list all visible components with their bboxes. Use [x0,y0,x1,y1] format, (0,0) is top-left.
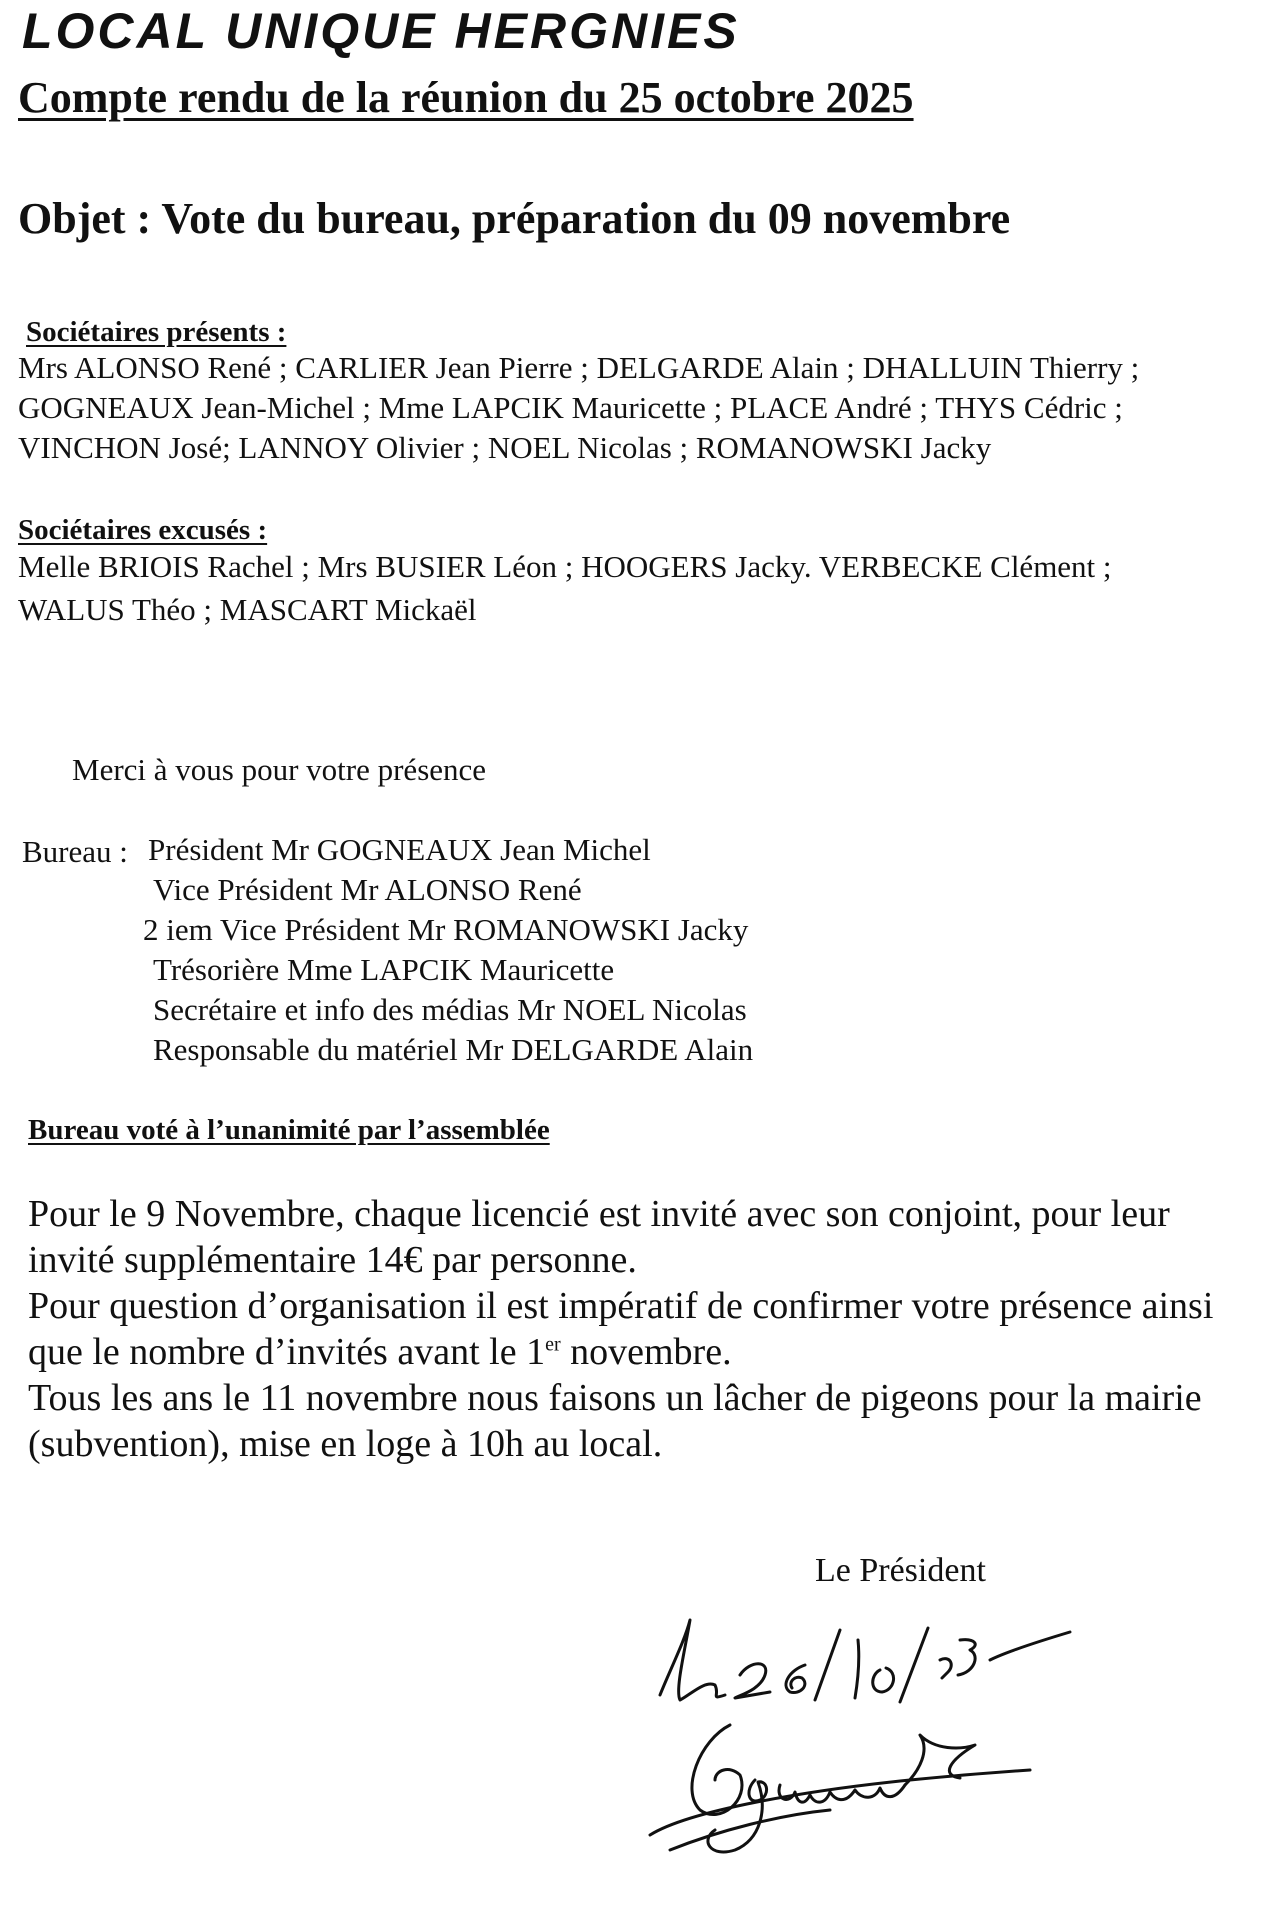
excused-heading: Sociétaires excusés : [18,514,268,546]
signature-date-stroke [873,1668,894,1692]
signature-label: Le Président [815,1552,986,1589]
ordinal-suffix: er [545,1333,561,1356]
thanks-line: Merci à vous pour votre présence [72,752,487,787]
present-line: Mrs ALONSO René ; CARLIER Jean Pierre ; DELGARDE Alain ; DHALLUIN Thierry ; [18,350,1140,385]
body-text: que le nombre d’invités avant le 1 [28,1331,546,1373]
handwritten-signature [630,1600,1210,1900]
excused-line: Melle BRIOIS Rachel ; Mrs BUSIER Léon ; HOOGERS Jacky. VERBECKE Clément ; [18,549,1112,584]
bureau-role: Trésorière Mme LAPCIK Mauricette [153,952,615,987]
signature-name-stroke [692,1725,742,1815]
body-line [28,1330,732,1374]
body-text: novembre. [560,1331,732,1373]
present-line: VINCHON José; LANNOY Olivier ; NOEL Nicolas ; ROMANOWSKI Jacky [18,430,992,465]
bureau-role: Président Mr GOGNEAUX Jean Michel [148,832,651,867]
signature-date-stroke [735,1664,770,1698]
subject-line: Objet : Vote du bureau, préparation du 09 novembre [18,194,1011,243]
signature-date-stroke [855,1640,859,1698]
bureau-role: Vice Président Mr ALONSO René [153,872,582,907]
present-line: GOGNEAUX Jean-Michel ; Mme LAPCIK Mauricette ; PLACE André ; THYS Cédric ; [18,390,1123,425]
report-title: Compte rendu de la réunion du 25 octobre 2025 [18,73,914,122]
bureau-role: 2 iem Vice Président Mr ROMANOWSKI Jacky [143,912,749,947]
body-line: (subvention), mise en loge à 10h au local. [28,1423,663,1465]
club-name: LOCAL UNIQUE HERGNIES [22,3,740,59]
bureau-role: Secrétaire et info des médias Mr NOEL Nicolas [153,992,747,1027]
signature-date-stroke [958,1640,975,1675]
signature-date-stroke [990,1632,1070,1660]
body-line: Tous les ans le 11 novembre nous faisons un lâcher de pigeons pour la mairie [28,1377,1202,1419]
body-line: Pour le 9 Novembre, chaque licencié est invité avec son conjoint, pour leur [28,1193,1170,1235]
vote-heading: Bureau voté à l’unanimité par l’assemblée [28,1114,550,1146]
body-line: invité supplémentaire 14€ par personne. [28,1239,637,1281]
present-heading: Sociétaires présents : [26,316,287,348]
excused-line: WALUS Théo ; MASCART Mickaël [18,592,477,627]
signature-date-stroke [660,1620,725,1700]
signature-date-stroke [900,1628,928,1702]
signature-date-stroke [786,1665,805,1693]
bureau-label: Bureau : [22,834,128,869]
signature-date-stroke [940,1659,951,1678]
bureau-role: Responsable du matériel Mr DELGARDE Alain [153,1032,754,1067]
signature-name-stroke [650,1770,1030,1835]
signature-date-stroke [815,1630,840,1700]
body-line: Pour question d’organisation il est impératif de confirmer votre présence ainsi [28,1285,1214,1327]
signature-name-stroke [708,1780,767,1852]
